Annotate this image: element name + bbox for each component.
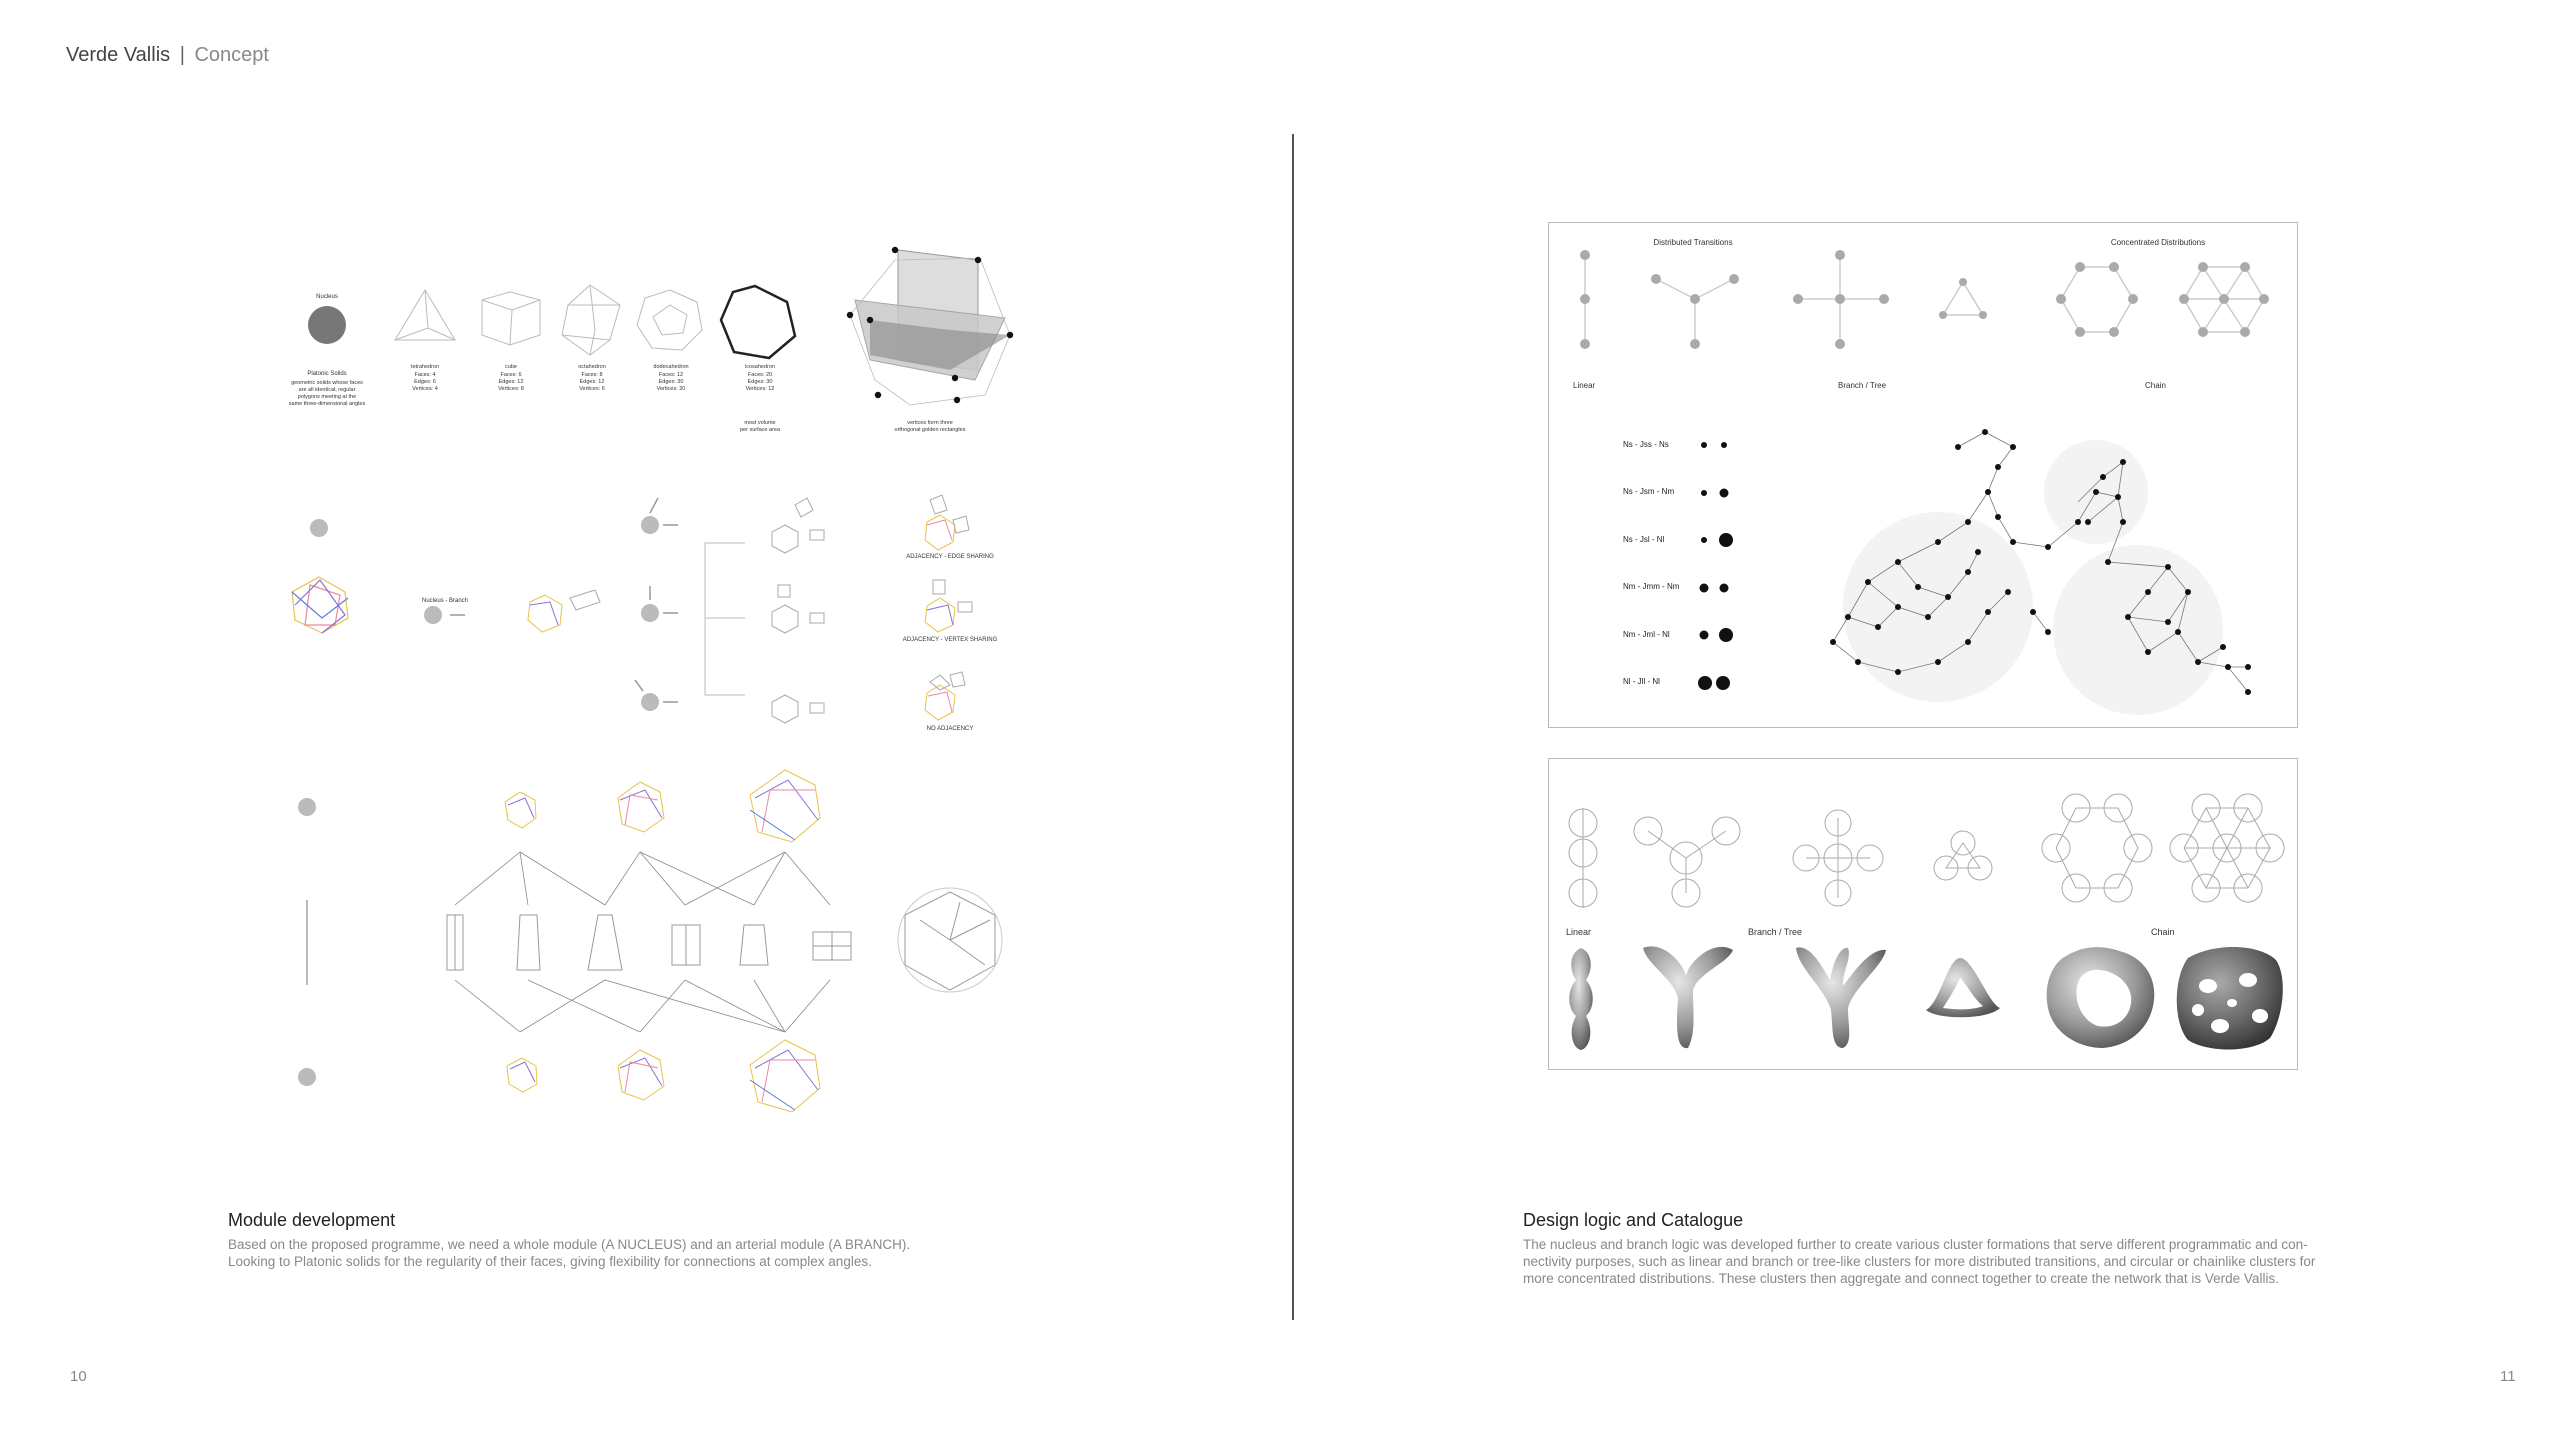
platonic-desc-3: polygons meeting at the — [297, 394, 357, 400]
junction-legend — [1623, 440, 1680, 686]
solid-vertices-cube: Vertices: 8 — [498, 386, 524, 392]
right-caption-body — [1523, 1236, 2315, 1287]
module-development-figure — [250, 220, 1040, 1120]
row2-colored-icosahedron — [292, 577, 348, 633]
solid-vertices-tetra: Vertices: 4 — [412, 386, 438, 392]
nucleus-branch-drawing — [528, 590, 600, 632]
platonic-desc-2: are all identical, regular — [298, 387, 356, 393]
solid-name-icosa: icosahedron — [745, 364, 775, 370]
legend-3: Ns - Jsl - Nl — [1623, 535, 1665, 544]
diagram-linear-label: Linear — [1573, 381, 1596, 390]
golden-rectangles-drawing — [847, 247, 1013, 405]
solid-vertices-dodeca: Vertices: 20 — [656, 386, 686, 392]
catalogue-linear-label: Linear — [1566, 927, 1592, 937]
ico-note-1: most volume — [744, 420, 776, 426]
adjacency-result-drawings — [925, 495, 972, 720]
platonic-desc-1: geometric solids whose faces — [291, 380, 363, 386]
solid-vertices-octa: Vertices: 6 — [579, 386, 605, 392]
right-caption-line-2: nectivity purposes, such as linear and branch or tree-like clusters for more distributed transitions, and circular or chainlike clusters for — [1523, 1254, 2316, 1269]
solid-edges-icosa: Edges: 30 — [747, 379, 773, 385]
solid-vertices-icosa: Vertices: 12 — [745, 386, 775, 392]
solid-faces-icosa: Faces: 20 — [747, 372, 773, 378]
catalogue-branch-label: Branch / Tree — [1748, 927, 1803, 937]
solid-name-octa: octahedron — [578, 364, 606, 370]
legend-6: Nl - Jll - Nl — [1623, 677, 1660, 686]
cluster-diagram — [1548, 222, 2298, 727]
adjacency-vertex-label: ADJACENCY - VERTEX SHARING — [902, 637, 998, 643]
no-adjacency-label: NO ADJACENCY — [926, 726, 974, 732]
solid-faces-cube: Faces: 6 — [500, 372, 522, 378]
left-caption-line-1: Based on the proposed programme, we need a whole module (A NUCLEUS) and an arterial module (A BRANCH). — [228, 1237, 911, 1252]
top-graph-edges — [1585, 255, 2264, 344]
adjacency-options — [635, 498, 824, 723]
module-variations — [298, 770, 1002, 1112]
cluster-network — [1830, 429, 2251, 715]
solid-name-tetra: tetrahedron — [410, 364, 440, 370]
dodecahedron-drawing — [637, 290, 702, 350]
adjacency-edge-label: ADJACENCY - EDGE SHARING — [906, 554, 994, 560]
header-subtitle: Concept — [194, 44, 269, 66]
catalogue-chain-label: Chain — [2151, 927, 2175, 937]
solid-edges-tetra: Edges: 6 — [414, 379, 436, 385]
solid-name-cube: cube — [505, 364, 517, 370]
legend-dots — [1698, 442, 1733, 690]
left-caption-title: Module development — [228, 1210, 396, 1230]
solid-faces-tetra: Faces: 4 — [414, 372, 436, 378]
ico-note-2: per surface area — [739, 427, 781, 433]
platonic-label: Platonic Solids — [307, 371, 347, 377]
nucleus-branch-label: Nucleus - Branch — [421, 598, 469, 604]
header — [66, 44, 269, 67]
page-divider — [1292, 134, 1294, 1320]
right-caption-line-1: The nucleus and branch logic was developed further to create various cluster formations that serve different programmatic and con- — [1523, 1237, 2308, 1252]
diagram-branch-label: Branch / Tree — [1838, 381, 1887, 390]
left-caption-body — [228, 1236, 910, 1270]
nucleus-small-dot — [424, 606, 442, 624]
right-caption-line-3: more concentrated distributions. These clusters then aggregate and connect together to create the network that is Verde Vallis. — [1523, 1271, 2279, 1286]
solid-name-dodeca: dodecahedron — [653, 364, 689, 370]
row2-nucleus-dot — [310, 519, 328, 537]
catalogue-figure — [1548, 758, 2298, 1070]
diagram-chain-label: Chain — [2145, 381, 2166, 390]
header-title: Verde Vallis — [66, 44, 171, 66]
header-separator: | — [179, 44, 185, 66]
solid-edges-cube: Edges: 12 — [498, 379, 524, 385]
top-graph-nodes — [1580, 250, 2269, 349]
concentrated-label: Concentrated Distributions — [2110, 238, 2206, 247]
tetrahedron-drawing — [395, 290, 455, 340]
rect-note-2: orthogonal golden rectangles — [894, 427, 966, 433]
legend-1: Ns - Jss - Ns — [1623, 440, 1669, 449]
legend-4: Nm - Jmm - Nm — [1623, 582, 1680, 591]
nucleus-sphere — [308, 306, 346, 344]
distributed-label: Distributed Transitions — [1653, 238, 1733, 247]
cube-drawing — [482, 292, 540, 345]
page-number-left: 10 — [70, 1368, 87, 1385]
octahedron-drawing — [562, 285, 620, 355]
nucleus-label: Nucleus — [316, 294, 338, 300]
solid-edges-octa: Edges: 12 — [579, 379, 605, 385]
solid-faces-octa: Faces: 8 — [581, 372, 603, 378]
platonic-desc-4: same three-dimensional angles — [288, 401, 366, 407]
legend-5: Nm - Jml - Nl — [1623, 630, 1670, 639]
solid-faces-dodeca: Faces: 12 — [658, 372, 684, 378]
left-caption-line-2: Looking to Platonic solids for the regularity of their faces, giving flexibility for connections at complex angles. — [228, 1254, 872, 1269]
rect-note-1: vertices form three — [907, 420, 953, 426]
catalogue-renders — [1569, 946, 2283, 1050]
right-caption-title: Design logic and Catalogue — [1523, 1210, 1744, 1230]
page-number-right: 11 — [2500, 1368, 2516, 1385]
legend-2: Ns - Jsm - Nm — [1623, 487, 1675, 496]
catalogue-wireframes — [1569, 794, 2284, 908]
icosahedron-drawing — [721, 286, 795, 358]
solid-edges-dodeca: Edges: 30 — [658, 379, 684, 385]
